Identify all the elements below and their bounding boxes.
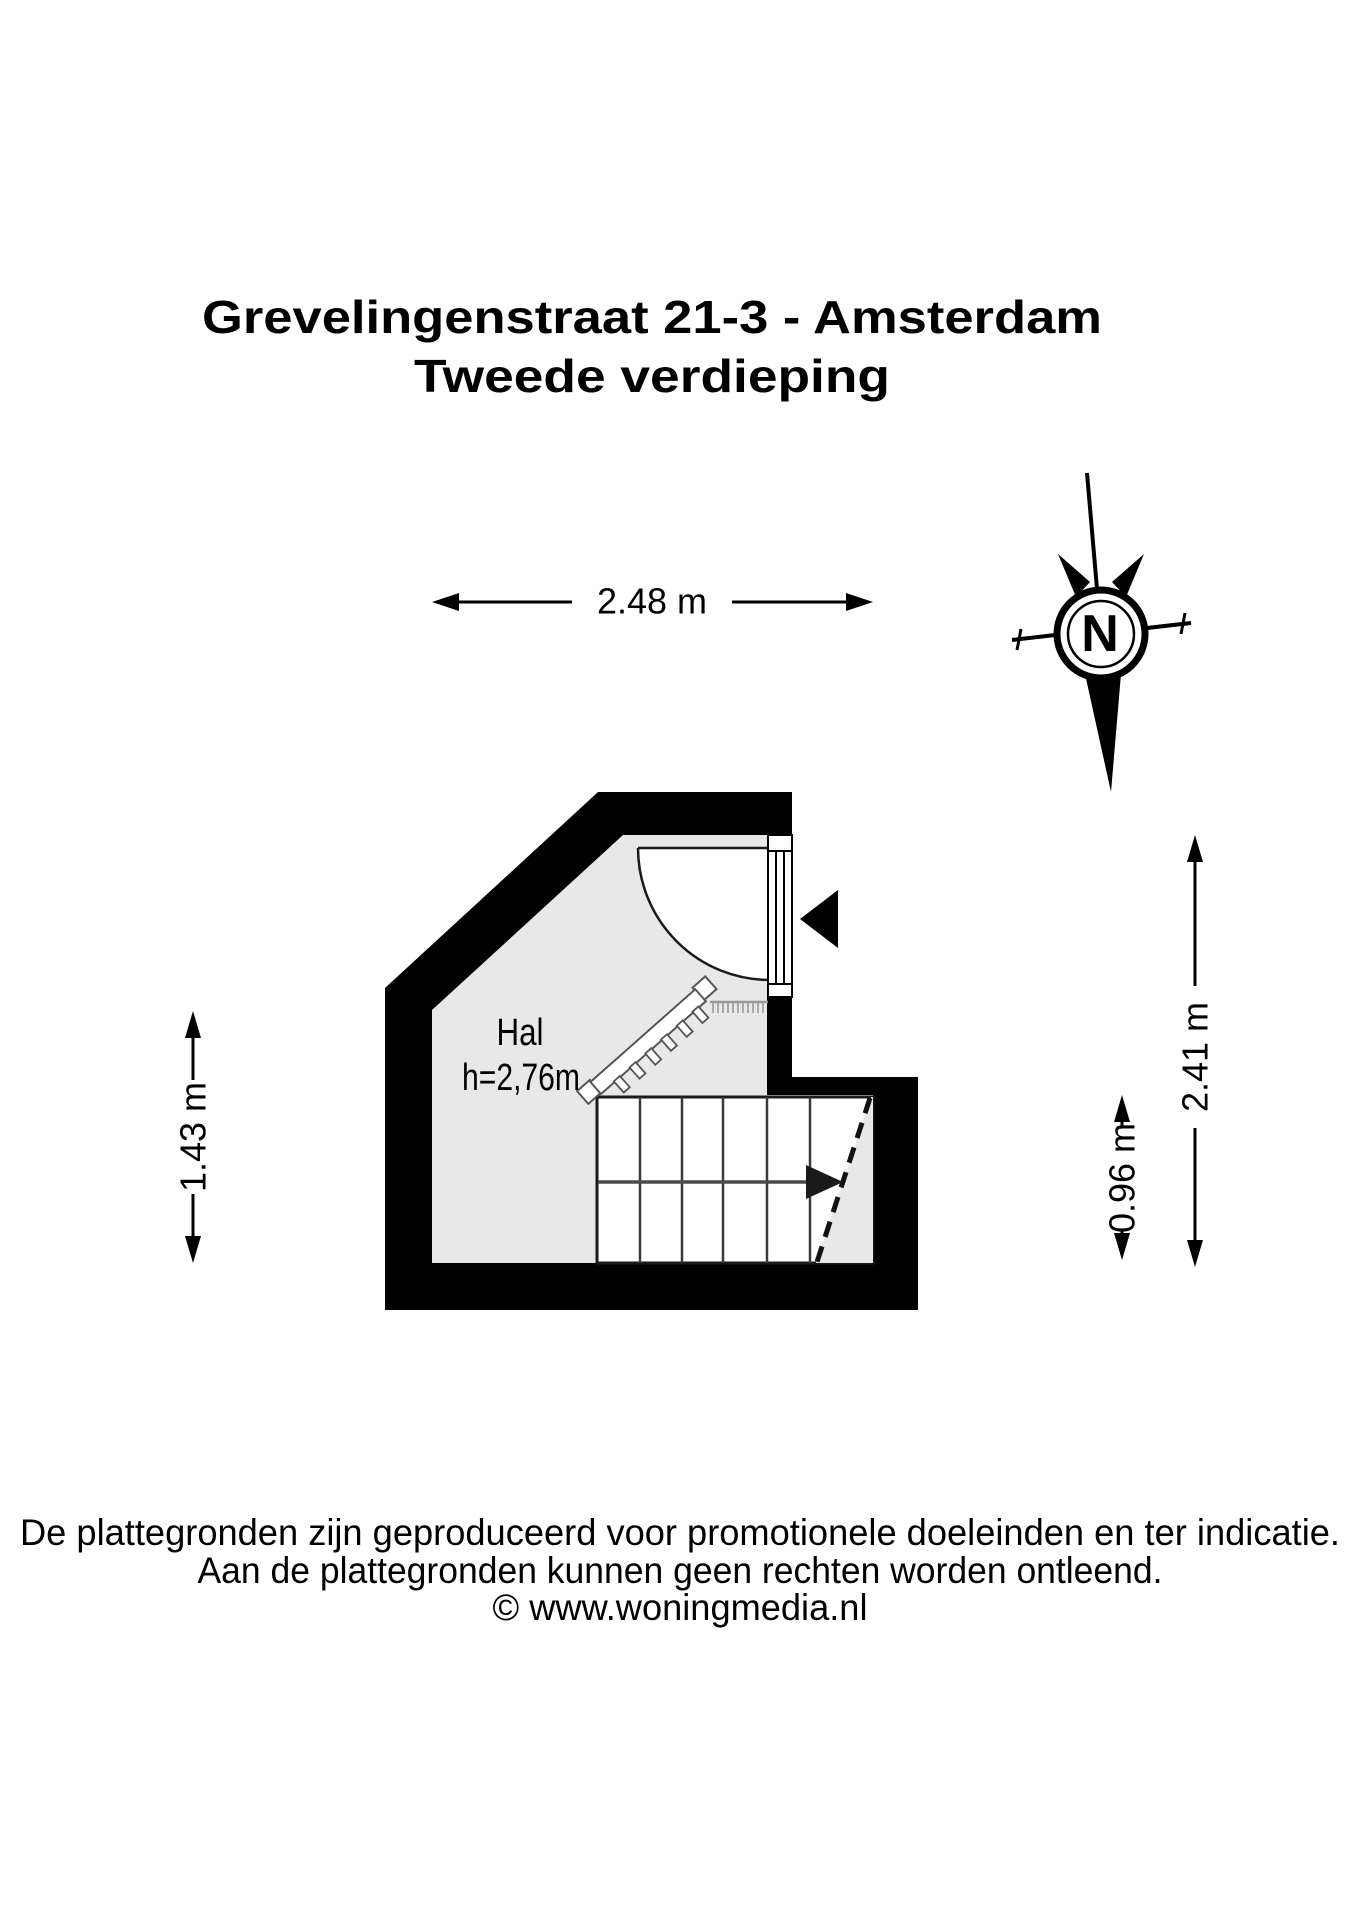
dim-right-inner-label: 0.96 m — [1101, 1122, 1143, 1234]
page-title: Grevelingenstraat 21-3 - Amsterdam — [202, 291, 1102, 343]
entrance-arrow-icon — [800, 890, 838, 948]
compass-cross-tick-left — [1017, 629, 1021, 650]
compass-needle-line — [1087, 473, 1097, 589]
footer-line-1: De plattegronden zijn geproduceerd voor promotionele doeleinden en ter indicatie. — [20, 1512, 1340, 1553]
room-name-label: Hal — [496, 1012, 544, 1054]
dimension-top — [432, 581, 873, 622]
dimension-right-inner — [1102, 1095, 1143, 1260]
compass-cross-tick-right — [1181, 613, 1185, 634]
footer-line-2: Aan de plattegronden kunnen geen rechten worden ontleend. — [197, 1550, 1163, 1591]
staircase — [597, 1097, 873, 1263]
footer-disclaimer — [20, 1512, 1340, 1628]
page-subtitle: Tweede verdieping — [414, 350, 890, 402]
dim-left-label: 1.43 m — [172, 1081, 214, 1193]
dim-arrowhead-down — [1187, 1240, 1203, 1267]
dim-arrowhead-down — [1114, 1233, 1130, 1260]
door-opening — [768, 835, 792, 997]
north-compass-icon — [1012, 473, 1191, 792]
compass-north-label: N — [1081, 605, 1119, 663]
dimension-left — [173, 1011, 214, 1263]
compass-south-spike — [1085, 674, 1121, 792]
dimension-right-outer — [1175, 835, 1216, 1267]
dim-arrowhead-right — [846, 593, 873, 611]
room-height-label: h=2,76m — [462, 1057, 580, 1099]
footer-copyright: © www.woningmedia.nl — [492, 1587, 868, 1628]
dim-arrowhead-down — [185, 1236, 201, 1263]
dim-right-outer-label: 2.41 m — [1174, 1001, 1216, 1113]
title-block — [202, 291, 1102, 402]
dim-top-label: 2.48 m — [596, 580, 708, 622]
